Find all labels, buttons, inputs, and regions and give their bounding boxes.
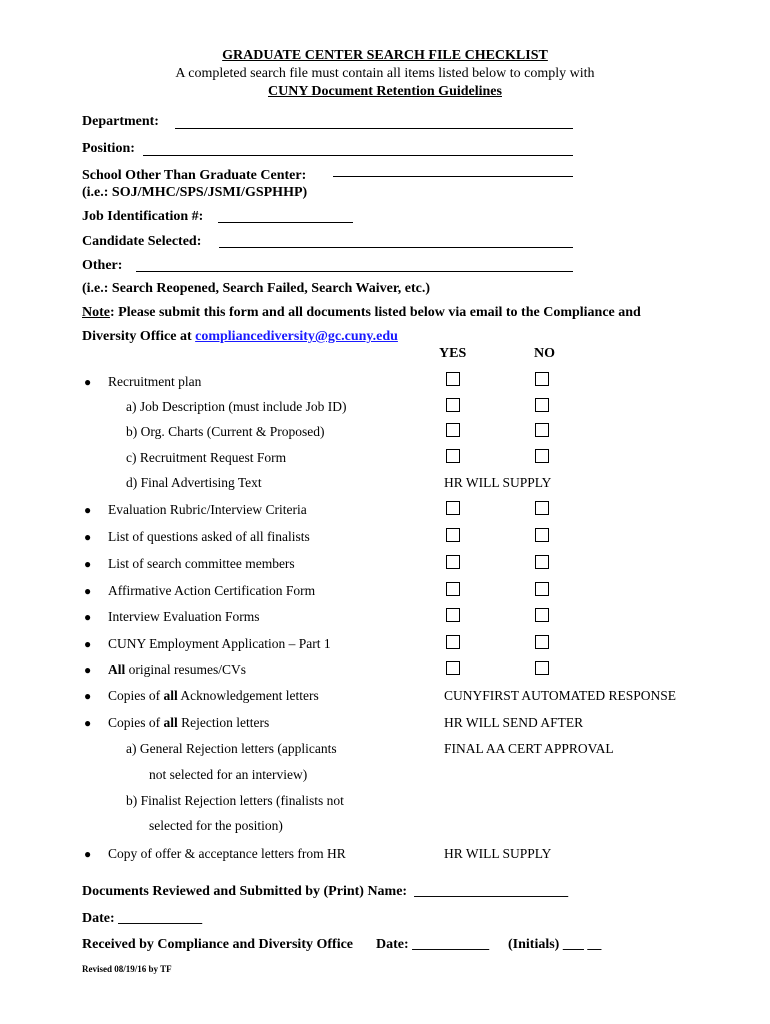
- recruitment-plan-no-checkbox[interactable]: [535, 372, 549, 386]
- candidate-field[interactable]: [219, 247, 573, 248]
- item-job-description: a) Job Description (must include Job ID): [126, 399, 347, 414]
- initials-field[interactable]: ___ __: [562, 937, 602, 952]
- yes-column-header: YES: [439, 346, 467, 361]
- school-field[interactable]: [333, 176, 573, 177]
- job-id-label: Job Identification #:: [82, 209, 204, 224]
- department-label: Department:: [82, 114, 159, 129]
- item-questions: List of questions asked of all finalists: [108, 529, 310, 544]
- acknowledgement-status: CUNYFIRST AUTOMATED RESPONSE: [444, 688, 677, 703]
- bullet-icon: ●: [84, 557, 92, 571]
- org-charts-yes-checkbox[interactable]: [446, 423, 460, 437]
- recruitment-request-no-checkbox[interactable]: [535, 449, 549, 463]
- committee-no-checkbox[interactable]: [535, 555, 549, 569]
- other-field[interactable]: [136, 271, 573, 272]
- position-label: Position:: [82, 141, 135, 156]
- candidate-label: Candidate Selected:: [82, 234, 202, 249]
- received-label: Received by Compliance and Diversity Office: [82, 937, 354, 952]
- received-date-label: Date:: [376, 937, 409, 952]
- questions-yes-checkbox[interactable]: [446, 528, 460, 542]
- item-acknowledgement: [108, 688, 319, 704]
- school-hint: (i.e.: SOJ/MHC/SPS/JSMI/GSPHHP): [82, 185, 308, 200]
- questions-no-checkbox[interactable]: [535, 528, 549, 542]
- bullet-icon: ●: [84, 847, 92, 861]
- note-label: Note: [82, 305, 110, 320]
- other-hint: (i.e.: Search Reopened, Search Failed, Search Waiver, etc.): [82, 281, 431, 296]
- item-general-rejection-2: not selected for an interview): [149, 767, 308, 782]
- affirmative-action-no-checkbox[interactable]: [535, 582, 549, 596]
- rej-pre: Copies of: [108, 715, 164, 730]
- page-subtitle: A completed search file must contain all items listed below to comply with: [175, 66, 595, 81]
- position-field[interactable]: [143, 155, 573, 156]
- received-date-line: [376, 937, 489, 953]
- recruitment-plan-yes-checkbox[interactable]: [446, 372, 460, 386]
- revised-note: Revised 08/19/16 by TF: [82, 964, 172, 974]
- committee-yes-checkbox[interactable]: [446, 555, 460, 569]
- rej-rest: Rejection letters: [177, 715, 270, 730]
- item-org-charts: b) Org. Charts (Current & Proposed): [126, 424, 325, 439]
- received-date-field[interactable]: ___________: [412, 937, 490, 952]
- reviewed-label: Documents Reviewed and Submitted by (Print) Name:: [82, 884, 408, 899]
- org-charts-no-checkbox[interactable]: [535, 423, 549, 437]
- guideline-title: CUNY Document Retention Guidelines: [268, 84, 502, 99]
- offer-status: HR WILL SUPPLY: [444, 846, 552, 861]
- item-offer: Copy of offer & acceptance letters from HR: [108, 846, 346, 861]
- employment-app-no-checkbox[interactable]: [535, 635, 549, 649]
- interview-forms-no-checkbox[interactable]: [535, 608, 549, 622]
- resumes-no-checkbox[interactable]: [535, 661, 549, 675]
- employment-app-yes-checkbox[interactable]: [446, 635, 460, 649]
- page-title: GRADUATE CENTER SEARCH FILE CHECKLIST: [222, 48, 548, 63]
- note-text-2: Diversity Office at: [82, 329, 196, 344]
- item-general-rejection: a) General Rejection letters (applicants: [126, 741, 337, 756]
- bullet-icon: ●: [84, 503, 92, 517]
- bullet-icon: ●: [84, 610, 92, 624]
- bullet-icon: ●: [84, 530, 92, 544]
- rejection-status: HR WILL SEND AFTER: [444, 715, 584, 730]
- item-finalist-rejection-2: selected for the position): [149, 818, 283, 833]
- compliance-email-link[interactable]: compliancediversity@gc.cuny.edu: [195, 329, 398, 344]
- bullet-icon: ●: [84, 375, 92, 389]
- job-id-field[interactable]: [218, 222, 353, 223]
- department-field[interactable]: [175, 128, 573, 129]
- note-line-1: [82, 305, 641, 321]
- reviewed-name-field[interactable]: ______________________: [414, 884, 569, 899]
- rej-bold: all: [163, 715, 178, 730]
- evaluation-rubric-yes-checkbox[interactable]: [446, 501, 460, 515]
- note-text: : Please submit this form and all documents listed below via email to the Compliance and: [110, 305, 641, 320]
- rejection-status-2: FINAL AA CERT APPROVAL: [444, 741, 614, 756]
- final-advertising-status: HR WILL SUPPLY: [444, 475, 552, 490]
- ack-rest: Acknowledgement letters: [177, 688, 319, 703]
- affirmative-action-yes-checkbox[interactable]: [446, 582, 460, 596]
- recruitment-request-yes-checkbox[interactable]: [446, 449, 460, 463]
- date-label: Date:: [82, 911, 115, 926]
- initials-line: [508, 937, 601, 953]
- evaluation-rubric-no-checkbox[interactable]: [535, 501, 549, 515]
- note-line-2: [82, 329, 398, 345]
- interview-forms-yes-checkbox[interactable]: [446, 608, 460, 622]
- other-label: Other:: [82, 258, 123, 273]
- bullet-icon: ●: [84, 663, 92, 677]
- item-final-advertising: d) Final Advertising Text: [126, 475, 262, 490]
- item-resumes-bold: All: [108, 662, 126, 677]
- item-finalist-rejection: b) Finalist Rejection letters (finalists not: [126, 793, 344, 808]
- item-recruitment-plan: Recruitment plan: [108, 374, 202, 389]
- ack-bold: all: [163, 688, 178, 703]
- date-line: [82, 911, 202, 927]
- item-interview-forms: Interview Evaluation Forms: [108, 609, 260, 624]
- job-description-no-checkbox[interactable]: [535, 398, 549, 412]
- item-committee: List of search committee members: [108, 556, 295, 571]
- bullet-icon: ●: [84, 689, 92, 703]
- item-recruitment-request: c) Recruitment Request Form: [126, 450, 287, 465]
- item-resumes-rest: original resumes/CVs: [125, 662, 247, 677]
- ack-pre: Copies of: [108, 688, 164, 703]
- no-column-header: NO: [534, 346, 555, 361]
- job-description-yes-checkbox[interactable]: [446, 398, 460, 412]
- resumes-yes-checkbox[interactable]: [446, 661, 460, 675]
- bullet-icon: ●: [84, 584, 92, 598]
- item-employment-app: CUNY Employment Application – Part 1: [108, 636, 331, 651]
- item-rejection: [108, 715, 269, 731]
- bullet-icon: ●: [84, 716, 92, 730]
- date-field[interactable]: ____________: [118, 911, 203, 926]
- item-affirmative-action: Affirmative Action Certification Form: [108, 583, 316, 598]
- bullet-icon: ●: [84, 637, 92, 651]
- item-evaluation-rubric: Evaluation Rubric/Interview Criteria: [108, 502, 307, 517]
- item-resumes: [108, 662, 246, 678]
- initials-label: (Initials): [508, 937, 560, 952]
- school-label: School Other Than Graduate Center:: [82, 168, 307, 183]
- reviewed-line: [82, 884, 568, 900]
